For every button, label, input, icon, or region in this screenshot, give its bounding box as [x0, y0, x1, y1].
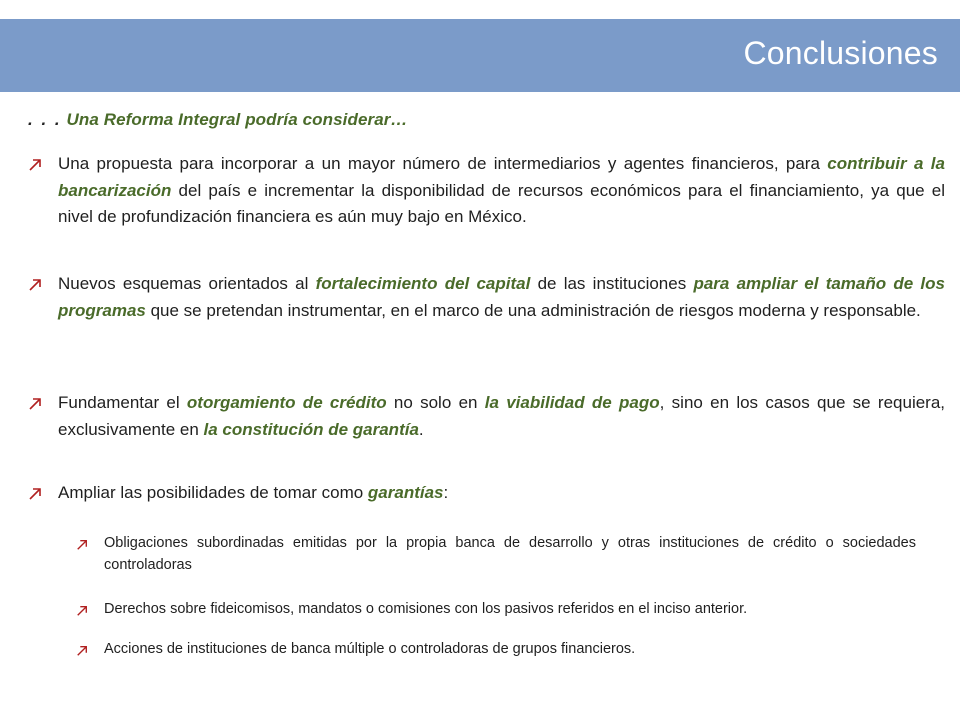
- body-text: .: [418, 419, 424, 439]
- arrow-up-right-icon: [28, 158, 42, 172]
- emphasis-text: otorgamiento de crédito: [186, 393, 387, 412]
- bullet-text-1: [58, 151, 945, 231]
- body-text: que se pretendan instrumentar, en el marco de una administración de riesgos moderna y responsable.: [145, 300, 921, 320]
- arrow-up-right-icon: [28, 487, 42, 501]
- body-text: Ampliar las posibilidades de tomar como: [58, 483, 368, 502]
- sub-bullet-text-2: Derechos sobre fideicomisos, mandatos o comisiones con los pasivos referidos en el inciso anterior.: [104, 601, 748, 617]
- sub-bullet-text-1: Obligaciones subordinadas emitidas por la propia banca de desarrollo y otras instituciones de crédito o sociedades controladoras: [104, 535, 916, 573]
- emphasis-text: garantías: [367, 483, 444, 502]
- arrow-up-right-icon: [76, 539, 88, 551]
- slide-title: Conclusiones: [743, 35, 938, 71]
- body-text: Una propuesta para incorporar a un mayor número de intermediarios y agentes financieros, para: [58, 154, 828, 173]
- intro-text: Una Reforma Integral podría considerar…: [66, 110, 408, 129]
- body-text: de las instituciones: [530, 274, 694, 293]
- bullet-text-2: [58, 271, 945, 324]
- emphasis-text: fortalecimiento del capital: [315, 274, 531, 293]
- body-text: :: [443, 483, 449, 502]
- arrow-up-right-icon: [28, 278, 42, 292]
- body-text: Fundamentar el: [58, 393, 187, 412]
- intro-ellipsis: . . .: [28, 110, 62, 129]
- bullet-text-3: [58, 390, 945, 443]
- body-text: del país e incrementar la disponibilidad de recursos económicos para el financiamiento, ya que el nivel de profundización financiera es aún muy bajo en México.: [58, 180, 945, 226]
- title-bar: [0, 19, 960, 92]
- sub-bullet-text-3: Acciones de instituciones de banca múltiple o controladoras de grupos financieros.: [104, 641, 636, 657]
- emphasis-text: la viabilidad de pago: [484, 393, 660, 412]
- emphasis-text: contribuir a la bancarización: [58, 154, 945, 200]
- intro-line: [28, 110, 408, 130]
- body-text: , sino en los casos que se requiera, exclusivamente en: [58, 393, 946, 439]
- body-text: no solo en: [386, 393, 485, 412]
- arrow-up-right-icon: [76, 605, 88, 617]
- arrow-up-right-icon: [76, 645, 88, 657]
- body-text: Nuevos esquemas orientados al: [58, 274, 316, 293]
- emphasis-text: la constitución de garantía: [203, 419, 419, 439]
- arrow-up-right-icon: [28, 397, 42, 411]
- bullet-text-4: [58, 480, 945, 507]
- emphasis-text: para ampliar el tamaño de los programas: [58, 274, 945, 320]
